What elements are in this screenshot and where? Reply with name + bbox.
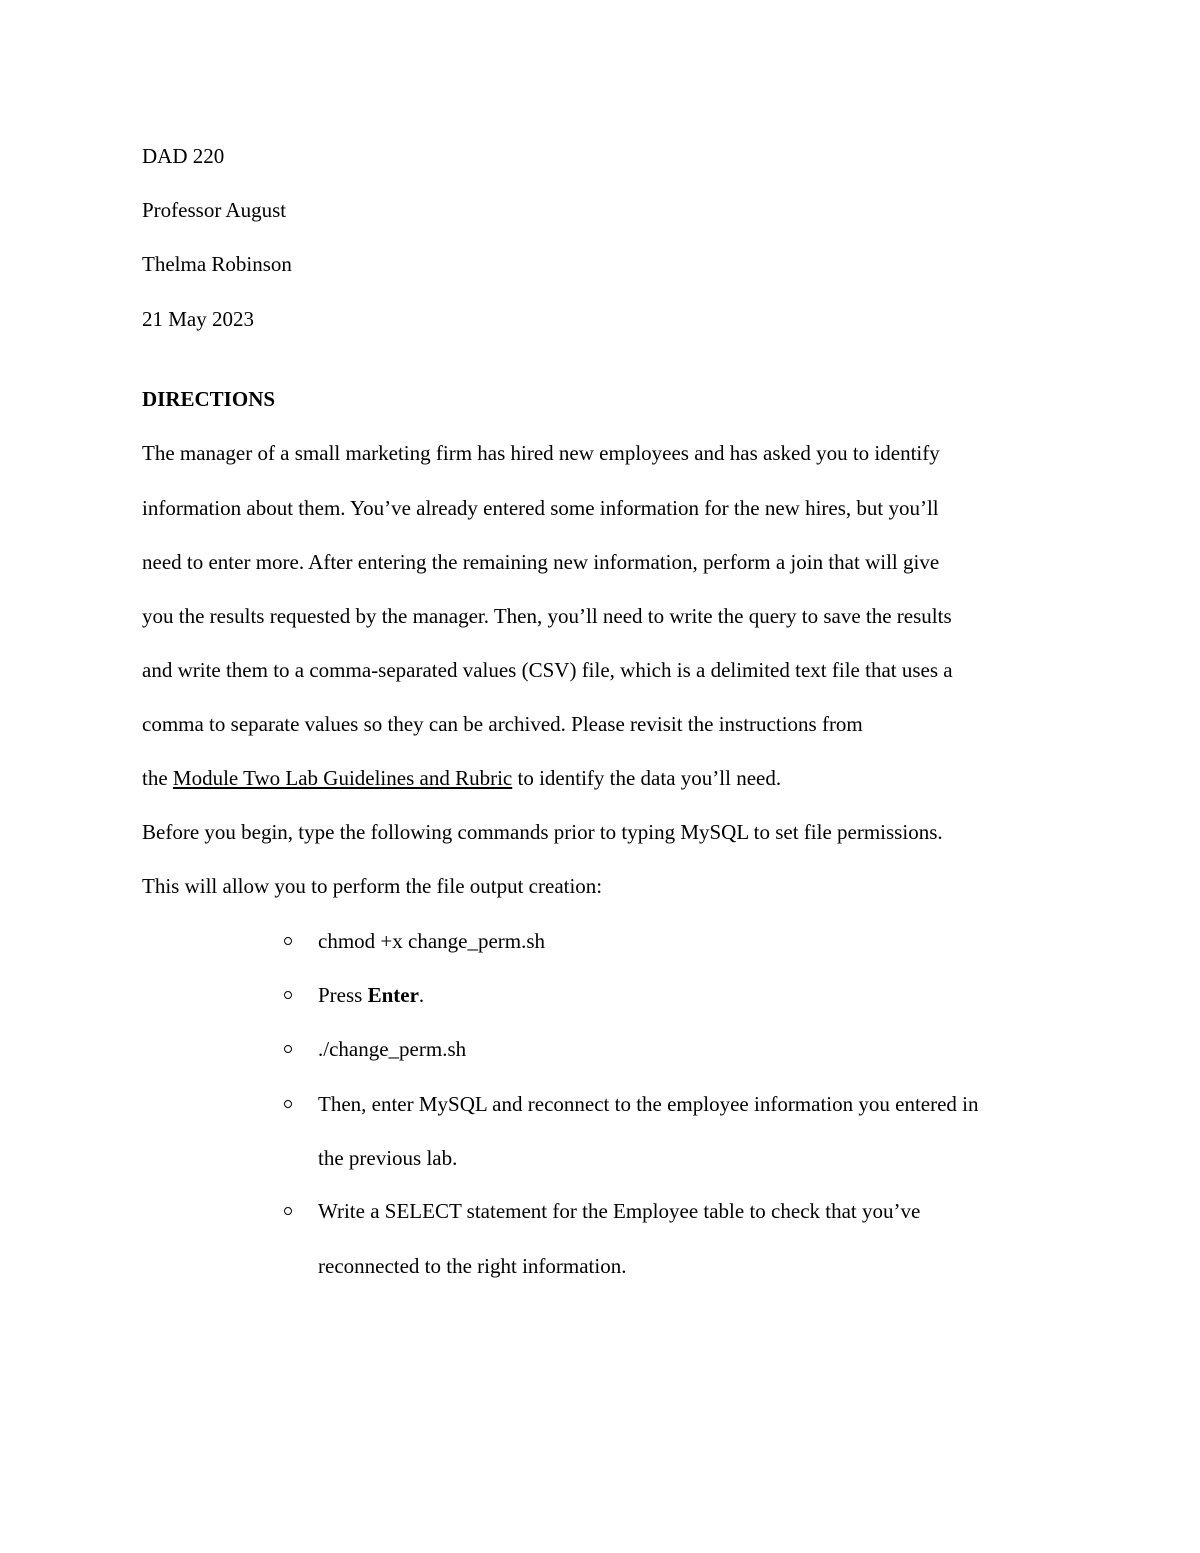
- paragraph-line: information about them. You’ve already entered some information for the new hires, but you’ll: [142, 496, 939, 520]
- hollow-bullet-icon: [284, 1207, 292, 1215]
- hollow-bullet-icon: [284, 991, 292, 999]
- step-text: Then, enter MySQL and reconnect to the employee information you entered in: [318, 1092, 979, 1116]
- link-line: [142, 768, 781, 789]
- step-text: ./change_perm.sh: [318, 1037, 467, 1061]
- paragraph-line: comma to separate values so they can be archived. Please revisit the instructions from: [142, 712, 863, 736]
- paragraph-line: you the results requested by the manager. Then, you’ll need to write the query to save the results: [142, 604, 952, 628]
- directions-heading: DIRECTIONS: [142, 387, 276, 411]
- link-prefix: the: [142, 766, 173, 790]
- professor-name: Professor August: [142, 198, 287, 222]
- paragraph-line: and write them to a comma-separated values (CSV) file, which is a delimited text file that uses a: [142, 658, 953, 682]
- step-text: chmod +x change_perm.sh: [318, 929, 546, 953]
- guidelines-link[interactable]: Module Two Lab Guidelines and Rubric: [172, 766, 513, 790]
- paragraph-line: The manager of a small marketing firm has hired new employees and has asked you to identify: [142, 441, 940, 465]
- course-label: DAD 220: [142, 144, 225, 168]
- document-date: 21 May 2023: [142, 307, 254, 331]
- step-prefix: Press: [318, 983, 368, 1007]
- enter-key-label: Enter: [367, 983, 419, 1007]
- student-name: Thelma Robinson: [142, 252, 292, 276]
- paragraph-line: need to enter more. After entering the remaining new information, perform a join that will give: [142, 550, 940, 574]
- before-line: This will allow you to perform the file output creation:: [142, 874, 603, 898]
- step-suffix: .: [418, 983, 425, 1007]
- hollow-bullet-icon: [284, 1045, 292, 1053]
- link-suffix: to identify the data you’ll need.: [512, 766, 782, 790]
- step-text: Write a SELECT statement for the Employee table to check that you’ve: [318, 1199, 921, 1223]
- step-text: [318, 985, 424, 1006]
- hollow-bullet-icon: [284, 937, 292, 945]
- before-line: Before you begin, type the following commands prior to typing MySQL to set file permissions.: [142, 820, 943, 844]
- hollow-bullet-icon: [284, 1100, 292, 1108]
- step-text-continued: the previous lab.: [318, 1146, 458, 1170]
- step-text-continued: reconnected to the right information.: [318, 1254, 627, 1278]
